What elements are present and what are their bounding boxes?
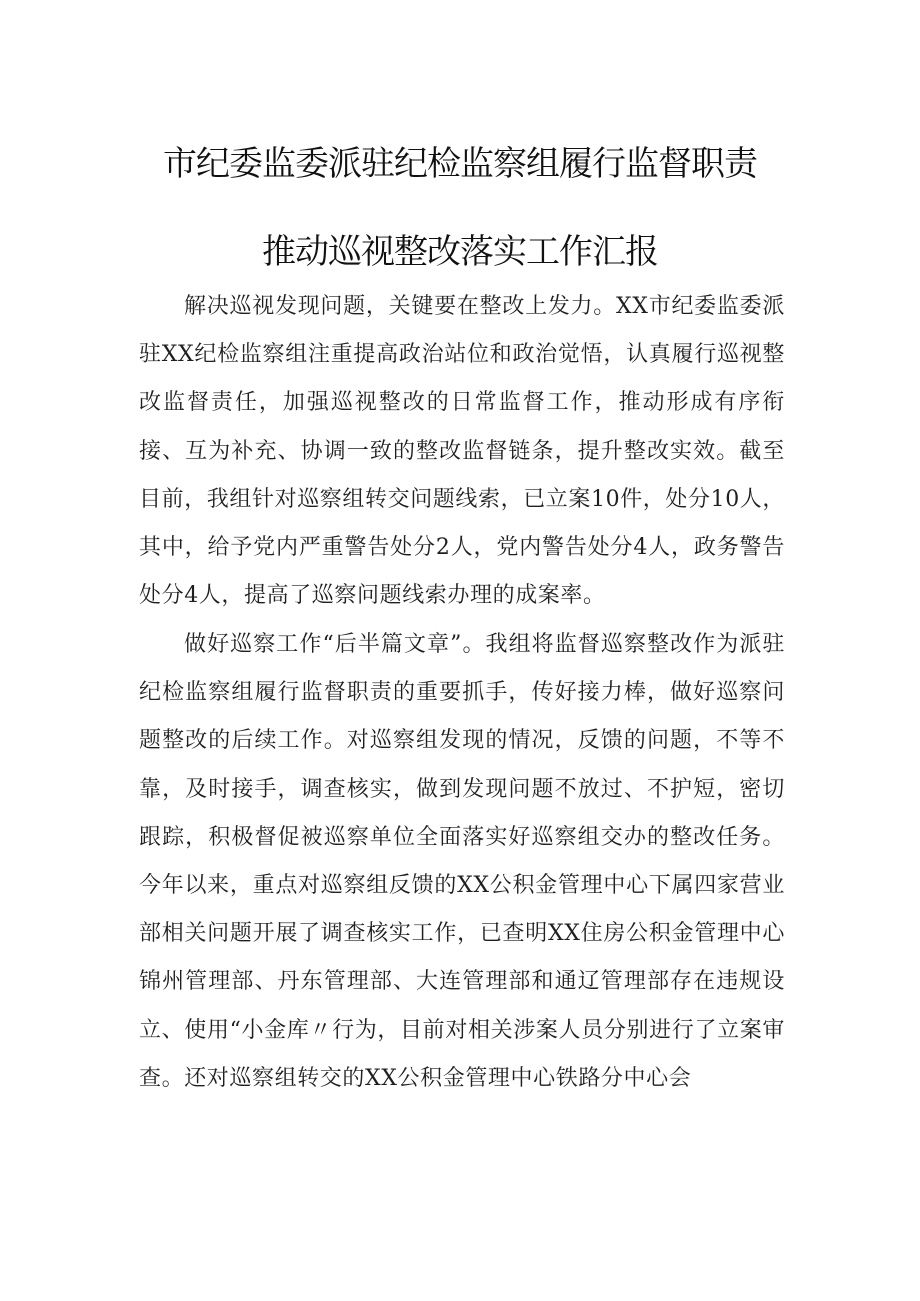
document-title-line-2: 推动巡视整改落实工作汇报	[262, 232, 658, 272]
body-paragraph-1: 解决巡视发现问题，关键要在整改上发力。XX市纪委监委派驻XX纪检监察组注重提高政治站位和政治觉悟，认真履行巡视整改监督责任，加强巡视整改的日常监督工作，推动形成有序衔接、互为补充、协调一致的整改监督链条，提升整改实效。截至目前，我组针对巡察组转交问题线索，已立案10件，处分10人，其中，给予党内严重警告处分2人，党内警告处分4人，政务警告处分4人，提高了巡察问题线索办理的成案率。	[139, 294, 785, 609]
document-title-line-1: 市纪委监委派驻纪检监察组履行监督职责	[163, 144, 757, 184]
body-paragraph-2: 做好巡察工作“后半篇文章”。我组将监督巡察整改作为派驻纪检监察组履行监督职责的重要抓手，传好接力棒，做好巡察问题整改的后续工作。对巡察组发现的情况，反馈的问题，不等不靠，及时接手，调查核实，做到发现问题不放过、不护短，密切跟踪，积极督促被巡察单位全面落实好巡察组交办的整改任务。今年以来，重点对巡察组反馈的XX公积金管理中心下属四家营业部相关问题开展了调查核实工作，已查明XX住房公积金管理中心锦州管理部、丹东管理部、大连管理部和通辽管理部存在违规设立、使用“小金库〃行为，目前对相关涉案人员分别进行了立案审查。还对巡察组转交的XX公积金管理中心铁路分中心会	[139, 632, 785, 1091]
